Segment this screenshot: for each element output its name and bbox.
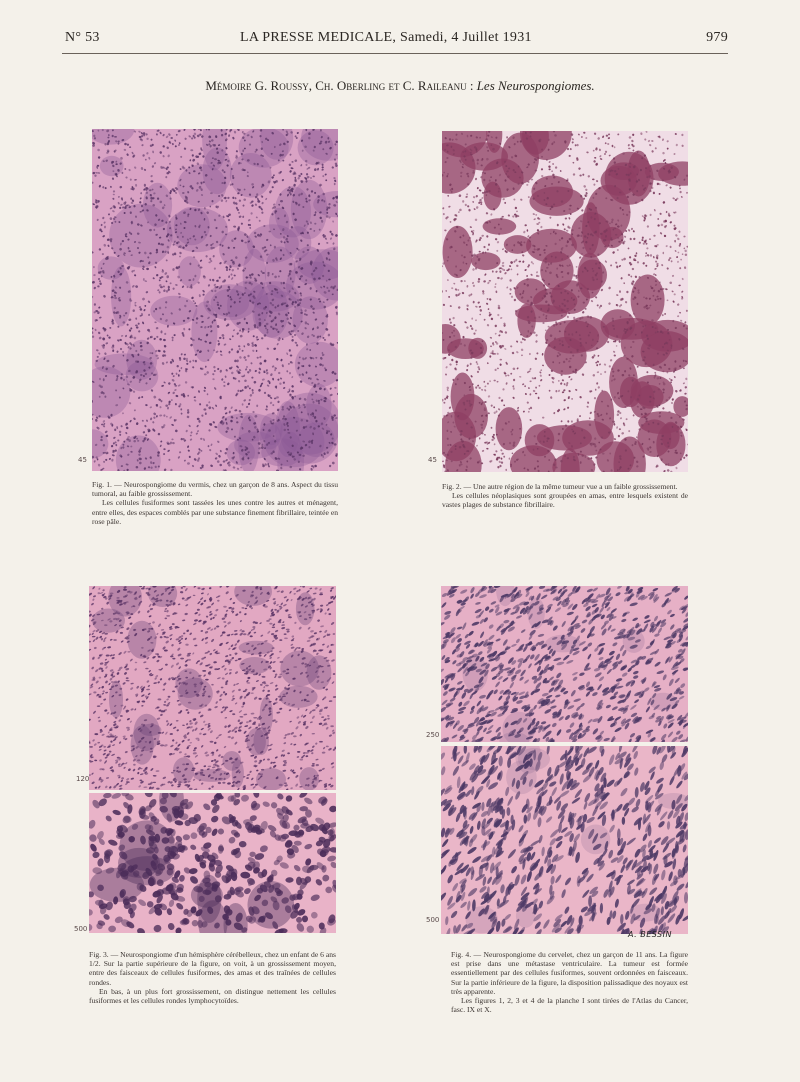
page-header — [60, 30, 728, 52]
figure-3-top-micrograph — [89, 586, 336, 790]
figure-3-top-image — [89, 586, 336, 790]
figure-3-top-magnification: 120 — [76, 775, 90, 783]
figure-4-caption — [451, 950, 688, 1014]
figure-4-caption-line-2: Les figures 1, 2, 3 et 4 de la planche I sont tirées de l'Atlas du Cancer, fasc. IX et X. — [451, 996, 688, 1015]
memoire-line — [0, 78, 800, 94]
header-rule — [62, 53, 728, 54]
figure-4-caption-line-1: Fig. 4. — Neurospongiome du cervelet, chez un garçon de 11 ans. La figure est prise dans une métastase ventriculaire. La tumeur est formée essentiellement par des cellules fusiformes, souvent ordonnées en faisceaux. Sur la partie inférieure de la figure, la disposition palissadique des noyaux est très apparente. — [451, 950, 688, 996]
figure-4-top-image — [441, 586, 688, 742]
figure-4-top-magnification: 250 — [426, 731, 440, 739]
journal-title: LA PRESSE MEDICALE, Samedi, 4 Juillet 1931 — [240, 30, 532, 45]
memoire-authors: Mémoire G. Roussy, Ch. Oberling et C. Raileanu : — [205, 78, 474, 93]
figure-4-top-micrograph — [441, 586, 688, 742]
figure-1-caption — [92, 480, 338, 526]
figure-2-caption-line-2: Les cellules néoplasiques sont groupées en amas, entre lesquels existent de vastes plages de substance fibrillaire. — [442, 491, 688, 510]
figure-3-bottom-micrograph — [89, 793, 336, 933]
memoire-title: Les Neurospongiomes. — [476, 78, 595, 93]
figure-4-bottom-micrograph — [441, 746, 688, 934]
figure-1-caption-line-2: Les cellules fusiformes sont tassées les unes contre les autres et ménagent, entre elles, des espaces comblés par une substance finement fibrillaire, teintée en rose pâle. — [92, 498, 338, 526]
figure-1-caption-line-1: Fig. 1. — Neurospongiome du vermis, chez un garçon de 8 ans. Aspect du tissu tumoral, au faible grossissement. — [92, 480, 338, 499]
figure-3-caption-line-2: En bas, à un plus fort grossissement, on distingue nettement les cellules fusiformes et les cellules rondes lymphocytoïdes. — [89, 986, 336, 1006]
illustrator-signature: A. BESSIN — [628, 930, 672, 939]
figure-1-magnification: 45 — [78, 456, 87, 464]
figure-2-image — [442, 131, 688, 472]
figure-3-caption — [89, 950, 336, 1005]
figure-4-bottom-image — [441, 746, 688, 934]
figure-1-image — [92, 129, 338, 471]
issue-number: N° 53 — [65, 30, 100, 45]
figure-3-bottom-magnification: 500 — [74, 925, 88, 933]
figure-3-bottom-image — [89, 793, 336, 933]
figure-2-caption — [442, 482, 688, 510]
figure-3-caption-line-1: Fig. 3. — Neurospongiome d'un hémisphère cérébelleux, chez un enfant de 6 ans 1/2. Sur la partie supérieure de la figure, on voit, à un grossissement moyen, entre des faisceaux de cellules fusiformes, des amas et des traînées de cellules rondes. — [89, 950, 336, 987]
figure-2-caption-line-1: Fig. 2. — Une autre région de la même tumeur vue a un faible grossissement. — [442, 482, 678, 491]
figure-4-bottom-magnification: 500 — [426, 916, 440, 924]
figure-2-micrograph — [442, 131, 688, 472]
figure-1-micrograph — [92, 129, 338, 471]
page-number: 979 — [706, 30, 728, 45]
figure-2-magnification: 45 — [428, 456, 437, 464]
